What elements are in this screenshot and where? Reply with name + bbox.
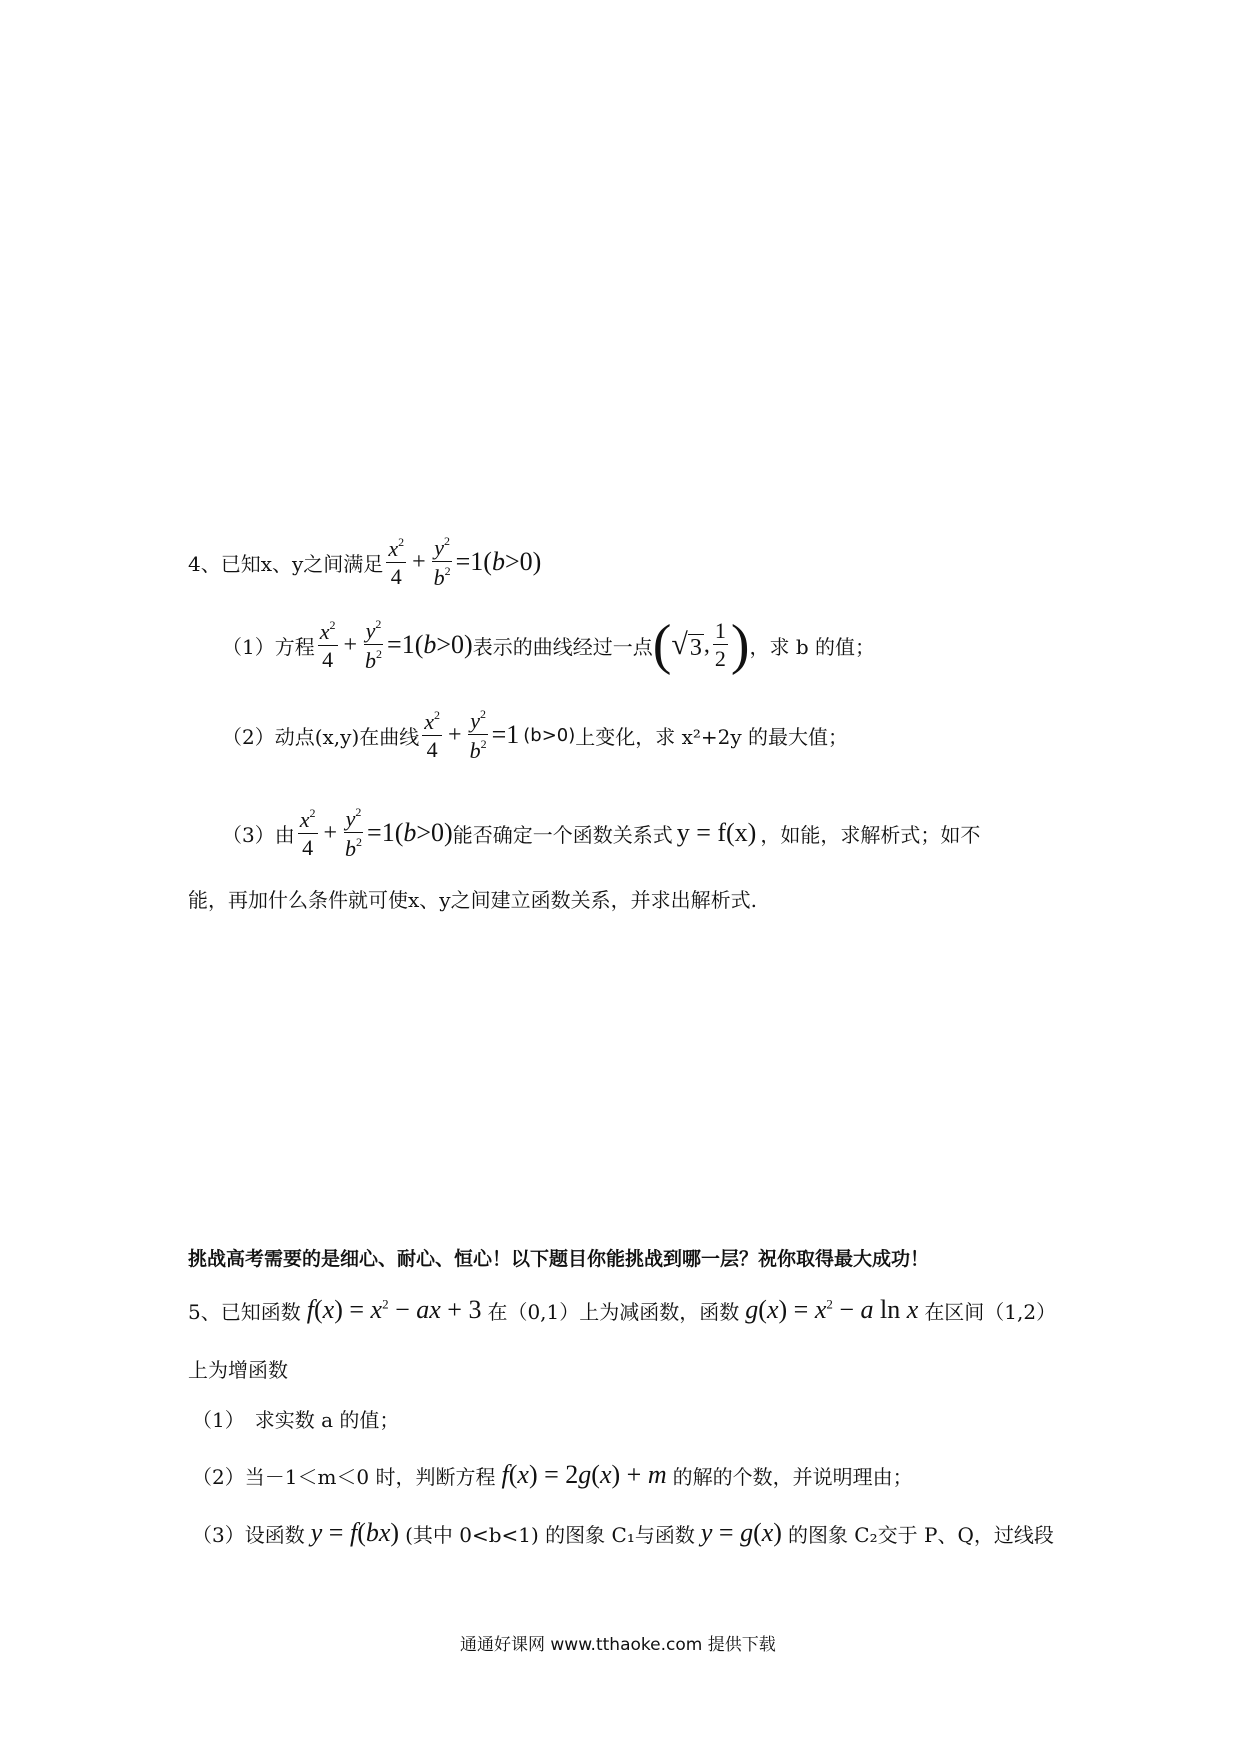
problem5-line1: 5、已知函数 $f(x) = x^2$ − ax + 3 在（0,1）上为减函数，函数 $g(x) = x^2 - a$ ln x 在区间（1,2）	[188, 1295, 1057, 1324]
equation-condition: =1(b>0)	[455, 547, 542, 576]
sqrt-3: √ 3	[671, 628, 702, 661]
problem4-q2: （2）动点(x,y)在曲线 $\frac{x^2}{4}$ + $\frac{y^2}{b^2}$ =1 (b>0) 上变化，求 x²+2y 的最大值；	[222, 707, 849, 763]
problem5-q3: （3）设函数 y = f(bx) (其中 0<b<1) 的图象 C₁与函数 y = g(x) 的图象 C₂交于 P、Q，过线段	[192, 1518, 1054, 1547]
problem5-q2: （2）当－1＜m＜0 时，判断方程 f(x) = 2g(x) + m 的解的个数，并说明理由；	[192, 1460, 913, 1489]
problem5-line2: 上为增函数	[188, 1357, 288, 1382]
function-f-definition: $f(x) = x^2$ − ax + 3	[306, 1295, 482, 1324]
function-g-definition: $g(x) = x^2 - a$ ln x	[745, 1295, 919, 1324]
problem4-intro: 4、已知x、y之间满足 $\frac{x^2}{4}$ + $\frac{y^2}{b^2}$ =1(b>0)	[188, 534, 542, 590]
fraction-x2-over-4: $\frac{x^2}{4}$	[388, 535, 405, 589]
challenge-heading: 挑战高考需要的是细心、耐心、恒心！以下题目你能挑战到哪一层？祝你取得最大成功！	[188, 1247, 930, 1270]
equation-f-equals-2g-plus-m: f(x) = 2g(x) + m	[501, 1460, 667, 1489]
problem5-q1: （1） 求实数 a 的值；	[192, 1407, 400, 1432]
problem4-q1: （1）方程 $\frac{x^2}{4}$ + $\frac{y^2}{b^2}$ =1(b>0) 表示的曲线经过一点 ( √ 3 , $\frac{1}{2}$ ) ，求 b 的值；	[222, 614, 876, 676]
fraction-one-half: $\frac{1}{2}$	[714, 618, 726, 671]
problem4-q3: （3）由 $\frac{x^2}{4}$ + $\frac{y^2}{b^2}$ =1(b>0) 能否确定一个函数关系式 y = f(x) ，如能，求解析式；如不	[222, 805, 981, 861]
fraction-y2-over-b2: $\frac{y^2}{b^2}$	[433, 534, 451, 590]
problem4-q3-continuation: 能，再加什么条件就可使x、y之间建立函数关系，并求出解析式.	[188, 887, 757, 912]
page-footer: 通通好课网 www.tthaoke.com 提供下载	[460, 1634, 776, 1655]
